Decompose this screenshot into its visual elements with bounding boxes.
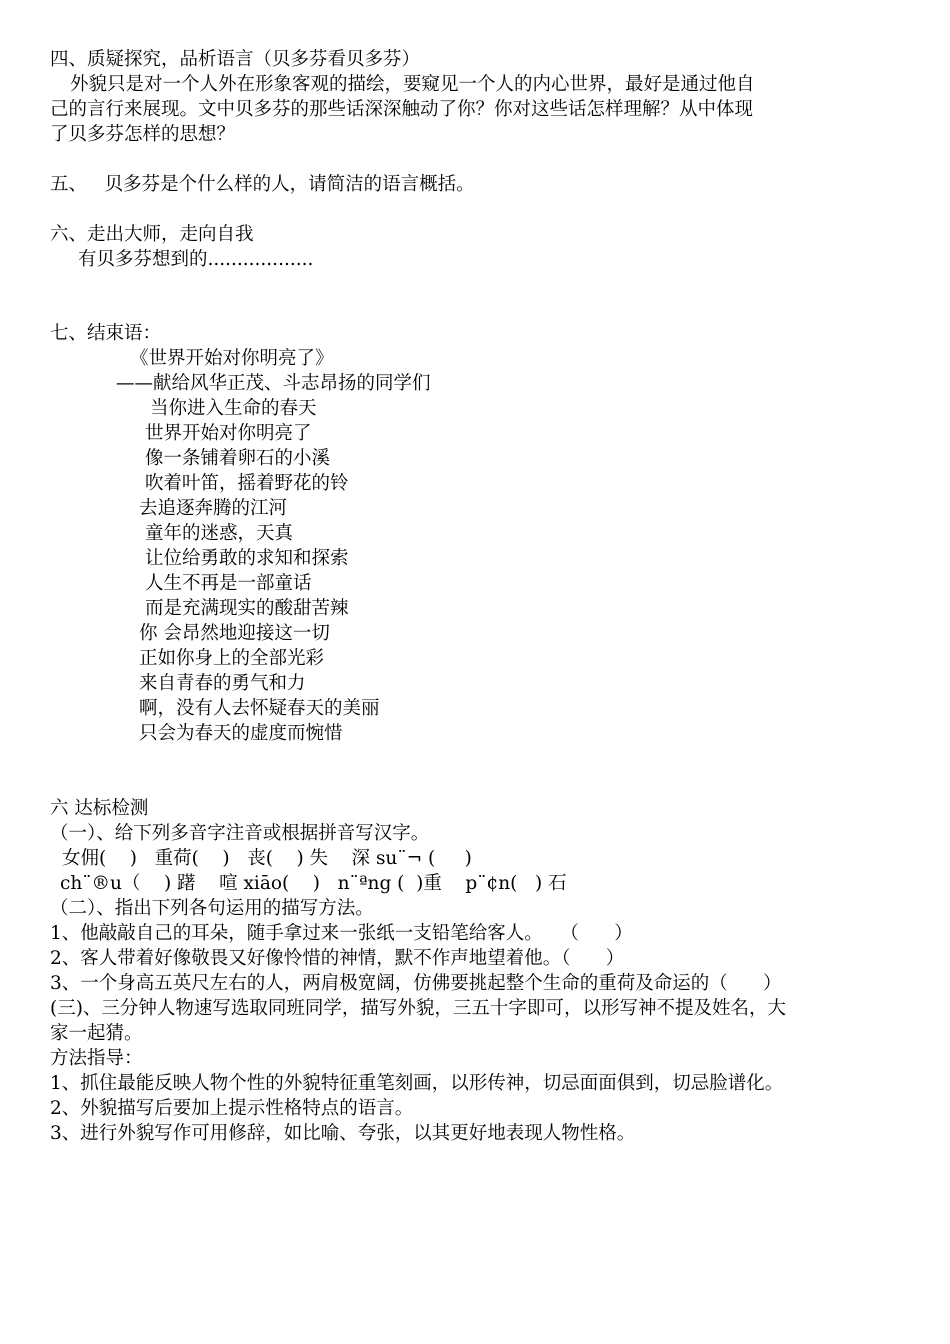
method-heading: 方法指导： — [50, 1048, 143, 1069]
poem-title: 《世界开始对你明亮了》 — [130, 348, 334, 369]
section-4-paragraph-line-3: 了贝多芬怎样的思想？ — [50, 124, 236, 145]
poem-line: 而是充满现实的酸甜苦辣 — [145, 598, 349, 619]
poem-line: 来自青春的勇气和力 — [139, 673, 306, 694]
poem-line: 当你进入生命的春天 — [150, 398, 317, 419]
section-6-heading: 六、走出大师，走向自我 — [50, 224, 254, 245]
test-part-2-heading: （二）、指出下列各句运用的描写方法。 — [50, 898, 374, 919]
test-part-2-item: 2、客人带着好像敬畏又好像怜惜的神情，默不作声地望着他。（ ） — [50, 948, 625, 969]
poem-dedication: ——献给风华正茂、斗志昂扬的同学们 — [116, 373, 431, 394]
poem-line: 童年的迷惑，天真 — [145, 523, 294, 544]
section-4-paragraph-line-1: 外貌只是对一个人外在形象客观的描绘，要窥见一个人的内心世界，最好是通过他自 — [70, 74, 755, 95]
poem-line: 正如你身上的全部光彩 — [139, 648, 325, 669]
poem-line: 世界开始对你明亮了 — [145, 423, 312, 444]
poem-line: 人生不再是一部童话 — [145, 573, 312, 594]
poem-line: 让位给勇敢的求知和探索 — [145, 548, 349, 569]
test-part-1-row-1: 女佣( ) 重荷( ) 丧( ) 失 深 su¨¬ ( ) — [62, 848, 472, 869]
poem-line: 啊，没有人去怀疑春天的美丽 — [139, 698, 380, 719]
section-7-heading: 七、结束语： — [50, 323, 162, 344]
test-part-1-heading: （一）、给下列多音字注音或根据拼音写汉字。 — [50, 823, 430, 844]
poem-line: 只会为春天的虚度而惋惜 — [139, 723, 343, 744]
method-item: 1、抓住最能反映人物个性的外貌特征重笔刻画，以形传神，切忌面面俱到，切忌脸谱化。 — [50, 1073, 784, 1094]
method-item: 2、外貌描写后要加上提示性格特点的语言。 — [50, 1098, 414, 1119]
test-part-3-line-2: 家一起猜。 — [50, 1023, 143, 1044]
section-6-line: 有贝多芬想到的.................. — [78, 249, 314, 270]
poem-line: 吹着叶笛，摇着野花的铃 — [145, 473, 349, 494]
test-part-2-item: 1、他敲敲自己的耳朵，随手拿过来一张纸一支铅笔给客人。 （ ） — [50, 923, 633, 944]
test-part-1-row-2: ch¨®u（ ) 躇 喧 xiāo( ) n¨ªng ( )重 p¨¢n( ) 石 — [60, 873, 567, 894]
section-4-paragraph-line-2: 己的言行来展现。文中贝多芬的那些话深深触动了你？你对这些话怎样理解？从中体现 — [50, 99, 754, 120]
section-4-heading: 四、质疑探究，品析语言（贝多芬看贝多芬） — [50, 49, 421, 70]
method-item: 3、进行外貌写作可用修辞，如比喻、夸张，以其更好地表现人物性格。 — [50, 1123, 636, 1144]
section-5-heading: 五、 贝多芬是个什么样的人，请简洁的语言概括。 — [50, 174, 475, 195]
poem-line: 你 会昂然地迎接这一切 — [139, 623, 330, 644]
poem-line: 像一条铺着卵石的小溪 — [145, 448, 331, 469]
poem-line: 去追逐奔腾的江河 — [139, 498, 288, 519]
test-part-2-item: 3、一个身高五英尺左右的人，两肩极宽阔，仿佛要挑起整个生命的重荷及命运的（ ） — [50, 973, 782, 994]
test-heading: 六 达标检测 — [50, 798, 149, 819]
test-part-3-line-1: (三)、三分钟人物速写选取同班同学，描写外貌，三五十字即可，以形写神不提及姓名，大 — [50, 998, 786, 1019]
